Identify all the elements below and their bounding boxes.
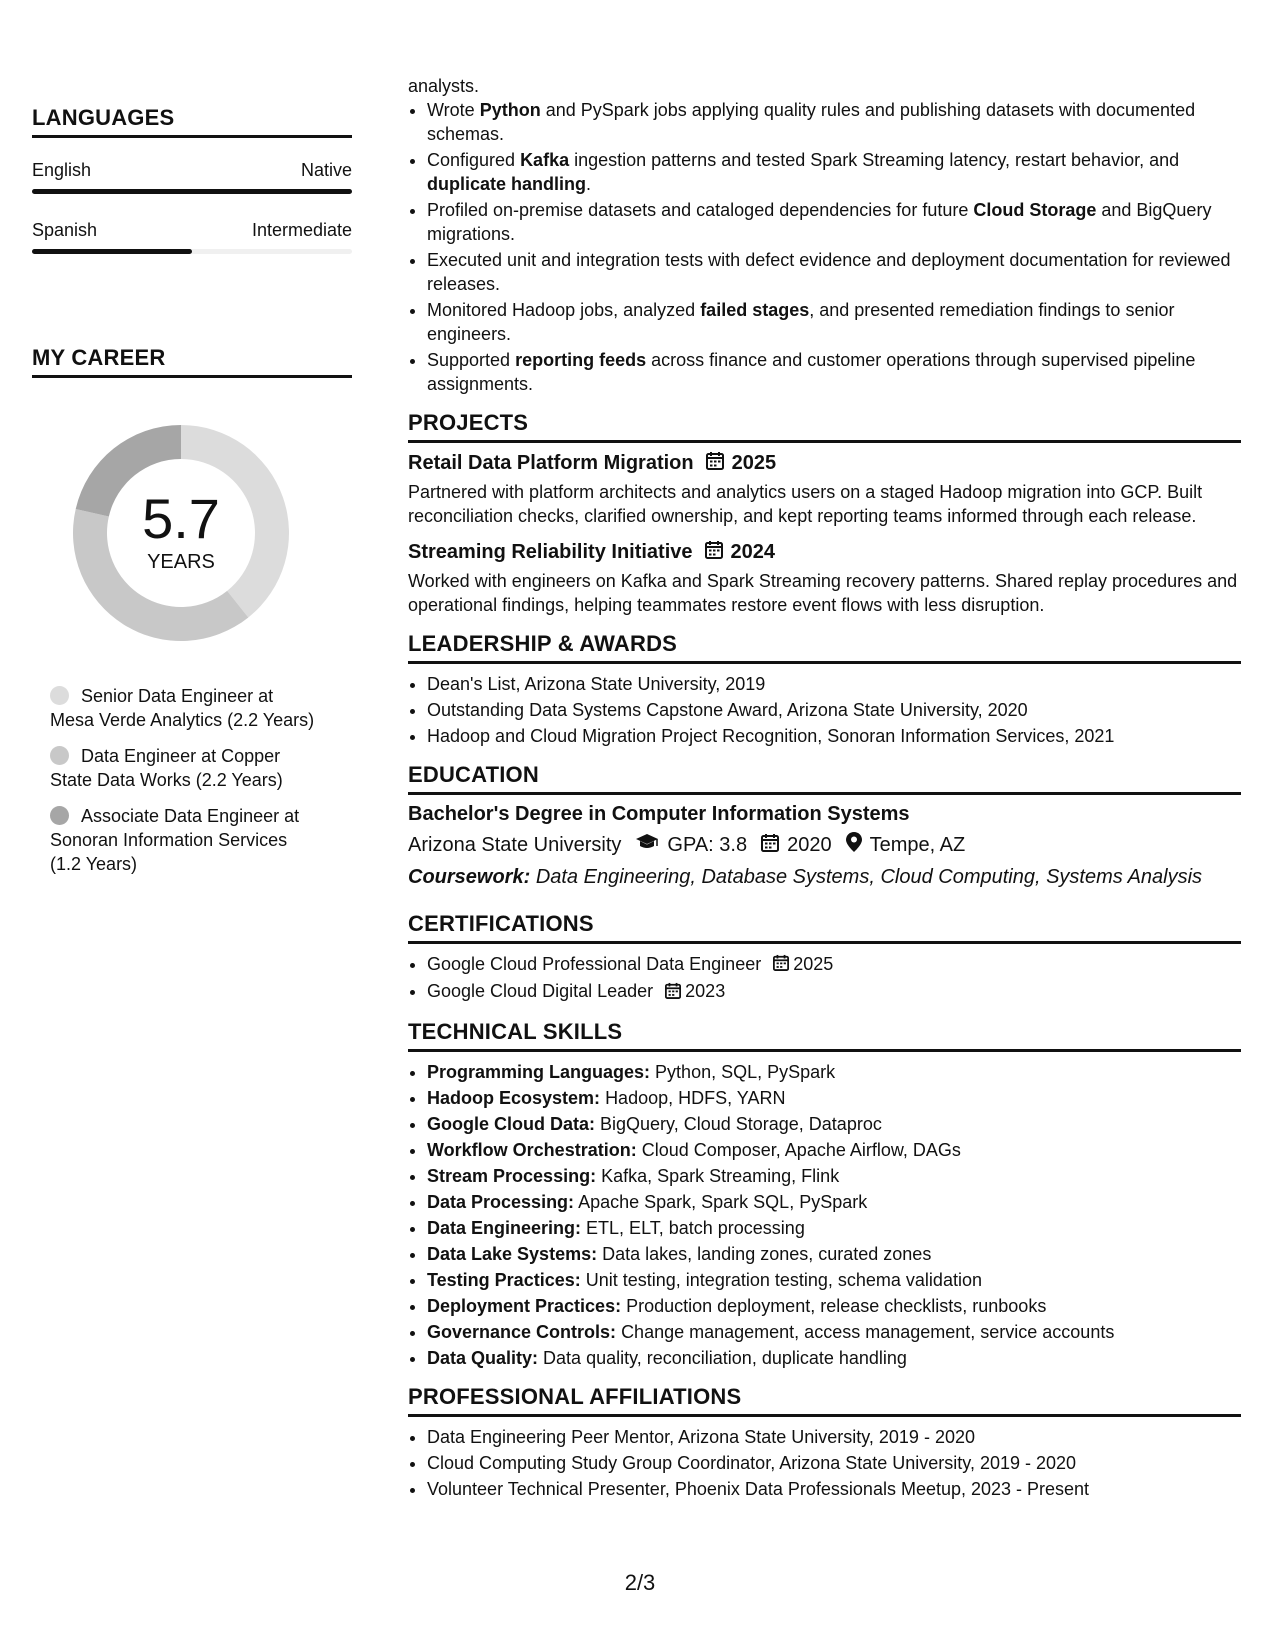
career-donut-chart bbox=[66, 418, 296, 648]
project-year: 2024 bbox=[730, 541, 776, 563]
list-item: • Supported reporting feeds across finance and customer operations through supervised pipeline assignments. bbox=[427, 348, 1241, 396]
list-item: • Volunteer Technical Presenter, Phoenix Data Professionals Meetup, 2023 - Present bbox=[427, 1477, 1241, 1501]
donut-center bbox=[66, 418, 296, 648]
affiliations-title: PROFESSIONAL AFFILIATIONS bbox=[408, 1384, 1241, 1417]
languages-title: LANGUAGES bbox=[32, 105, 352, 138]
career-legend bbox=[50, 684, 315, 876]
education-degree: Bachelor's Degree in Computer Information Systems bbox=[408, 803, 910, 825]
list-item: • Data Quality: Data quality, reconciliation, duplicate handling bbox=[427, 1346, 1241, 1370]
career-total-years: 5.7 bbox=[142, 487, 220, 550]
affiliations-list bbox=[408, 1425, 1241, 1501]
list-item: • Data Processing: Apache Spark, Spark SQL, PySpark bbox=[427, 1190, 1241, 1214]
legend-dot-icon bbox=[50, 806, 69, 825]
legend-dot-icon bbox=[50, 686, 69, 705]
project-title bbox=[408, 540, 1241, 565]
career-legend-label: Data Engineer at Copper State Data Works (2.2 Years) bbox=[50, 746, 283, 790]
project-title bbox=[408, 451, 1241, 476]
language-proficiency-fill bbox=[32, 189, 352, 194]
career-section bbox=[32, 345, 352, 888]
project-name: Retail Data Platform Migration bbox=[408, 452, 694, 474]
calendar-icon bbox=[761, 833, 779, 858]
list-item: • Data Engineering Peer Mentor, Arizona State University, 2019 - 2020 bbox=[427, 1425, 1241, 1449]
language-proficiency-fill bbox=[32, 249, 192, 254]
list-item: • Configured Kafka ingestion patterns and tested Spark Streaming latency, restart behavior, and duplicate handling. bbox=[427, 148, 1241, 196]
list-item: • Programming Languages: Python, SQL, PySpark bbox=[427, 1060, 1241, 1084]
list-item: • Wrote Python and PySpark jobs applying quality rules and publishing datasets with documented schemas. bbox=[427, 98, 1241, 146]
project-description: Partnered with platform architects and analytics users on a staged Hadoop migration into GCP. Built reconciliation checks, clarified ownership, and kept reporting teams informed through each release. bbox=[408, 482, 1203, 526]
language-level: Native bbox=[300, 160, 352, 180]
list-item: • Google Cloud Data: BigQuery, Cloud Storage, Dataproc bbox=[427, 1112, 1241, 1136]
list-item: • Workflow Orchestration: Cloud Composer, Apache Airflow, DAGs bbox=[427, 1138, 1241, 1162]
education-coursework bbox=[408, 866, 1241, 889]
graduation-cap-icon bbox=[635, 833, 659, 857]
page-number: 2/3 bbox=[624, 1570, 656, 1595]
list-item: • Profiled on-premise datasets and cataloged dependencies for future Cloud Storage and BigQuery migrations. bbox=[427, 198, 1241, 246]
calendar-icon bbox=[706, 451, 724, 476]
projects-section bbox=[408, 410, 1241, 617]
language-name: Spanish bbox=[32, 220, 98, 240]
education-year: 2020 bbox=[787, 833, 832, 856]
list-item: • Executed unit and integration tests with defect evidence and deployment documentation for reviewed releases. bbox=[427, 248, 1241, 296]
list-item: • Data Lake Systems: Data lakes, landing zones, curated zones bbox=[427, 1242, 1241, 1266]
education-location: Tempe, AZ bbox=[869, 833, 966, 856]
list-item: • Deployment Practices: Production deployment, release checklists, runbooks bbox=[427, 1294, 1241, 1318]
list-item: • Cloud Computing Study Group Coordinator, Arizona State University, 2019 - 2020 bbox=[427, 1451, 1241, 1475]
education-gpa: GPA: 3.8 bbox=[667, 833, 748, 856]
calendar-icon bbox=[773, 953, 789, 977]
certifications-section bbox=[408, 911, 1241, 1005]
language-level: Intermediate bbox=[251, 220, 352, 240]
education-details bbox=[408, 832, 1241, 858]
affiliations-section bbox=[408, 1384, 1241, 1501]
list-item: • Monitored Hadoop jobs, analyzed failed stages, and presented remediation findings to senior engineers. bbox=[427, 298, 1241, 346]
list-item: • Outstanding Data Systems Capstone Award, Arizona State University, 2020 bbox=[427, 698, 1241, 722]
experience-bullets bbox=[408, 98, 1241, 396]
list-item: • Hadoop Ecosystem: Hadoop, HDFS, YARN bbox=[427, 1086, 1241, 1110]
skills-list bbox=[408, 1060, 1241, 1370]
leadership-section bbox=[408, 631, 1241, 748]
skills-section bbox=[408, 1019, 1241, 1370]
project-name: Streaming Reliability Initiative bbox=[408, 541, 693, 563]
coursework-value: Data Engineering, Database Systems, Cloud Computing, Systems Analysis bbox=[535, 866, 1203, 888]
certifications-list bbox=[408, 952, 1241, 1005]
career-legend-label: Associate Data Engineer at Sonoran Information Services (1.2 Years) bbox=[50, 806, 300, 874]
calendar-icon bbox=[705, 540, 723, 565]
career-years-unit: YEARS bbox=[147, 551, 215, 573]
project-year: 2025 bbox=[731, 452, 777, 474]
coursework-label: Coursework: bbox=[408, 866, 531, 888]
list-item: • Google Cloud Digital Leader 2023 bbox=[427, 979, 1241, 1004]
projects-title: PROJECTS bbox=[408, 410, 1241, 443]
list-item: • Hadoop and Cloud Migration Project Recognition, Sonoran Information Services, 2021 bbox=[427, 724, 1241, 748]
skills-title: TECHNICAL SKILLS bbox=[408, 1019, 1241, 1052]
legend-dot-icon bbox=[50, 746, 69, 765]
list-item: • Google Cloud Professional Data Engineer 2025 bbox=[427, 952, 1241, 977]
language-proficiency-bar bbox=[32, 249, 352, 254]
career-title: MY CAREER bbox=[32, 345, 352, 378]
certifications-title: CERTIFICATIONS bbox=[408, 911, 1241, 944]
calendar-icon bbox=[665, 981, 681, 1005]
education-section bbox=[408, 762, 1241, 889]
language-name: English bbox=[32, 160, 92, 180]
list-item: • Testing Practices: Unit testing, integration testing, schema validation bbox=[427, 1268, 1241, 1292]
experience-continued-text: analysts. bbox=[408, 76, 480, 96]
language-item-english bbox=[32, 160, 352, 194]
list-item: • Governance Controls: Change management, access management, service accounts bbox=[427, 1320, 1241, 1344]
list-item: • Stream Processing: Kafka, Spark Streaming, Flink bbox=[427, 1164, 1241, 1188]
career-legend-item bbox=[50, 684, 315, 732]
career-legend-item bbox=[50, 744, 315, 792]
career-legend-label: Senior Data Engineer at Mesa Verde Analytics (2.2 Years) bbox=[50, 686, 315, 730]
education-title: EDUCATION bbox=[408, 762, 1241, 795]
main-content bbox=[408, 0, 1241, 1503]
project-description: Worked with engineers on Kafka and Spark Streaming recovery patterns. Shared replay procedures and operational findings, helping teammates restore event flows with less disruption. bbox=[408, 571, 1238, 615]
education-school: Arizona State University bbox=[408, 833, 622, 856]
leadership-list bbox=[408, 672, 1241, 748]
list-item: • Dean's List, Arizona State University, 2019 bbox=[427, 672, 1241, 696]
career-legend-item bbox=[50, 804, 315, 876]
leadership-title: LEADERSHIP & AWARDS bbox=[408, 631, 1241, 664]
languages-section bbox=[32, 105, 352, 254]
language-proficiency-bar bbox=[32, 189, 352, 194]
language-item-spanish bbox=[32, 220, 352, 254]
location-pin-icon bbox=[846, 832, 862, 858]
list-item: • Data Engineering: ETL, ELT, batch processing bbox=[427, 1216, 1241, 1240]
